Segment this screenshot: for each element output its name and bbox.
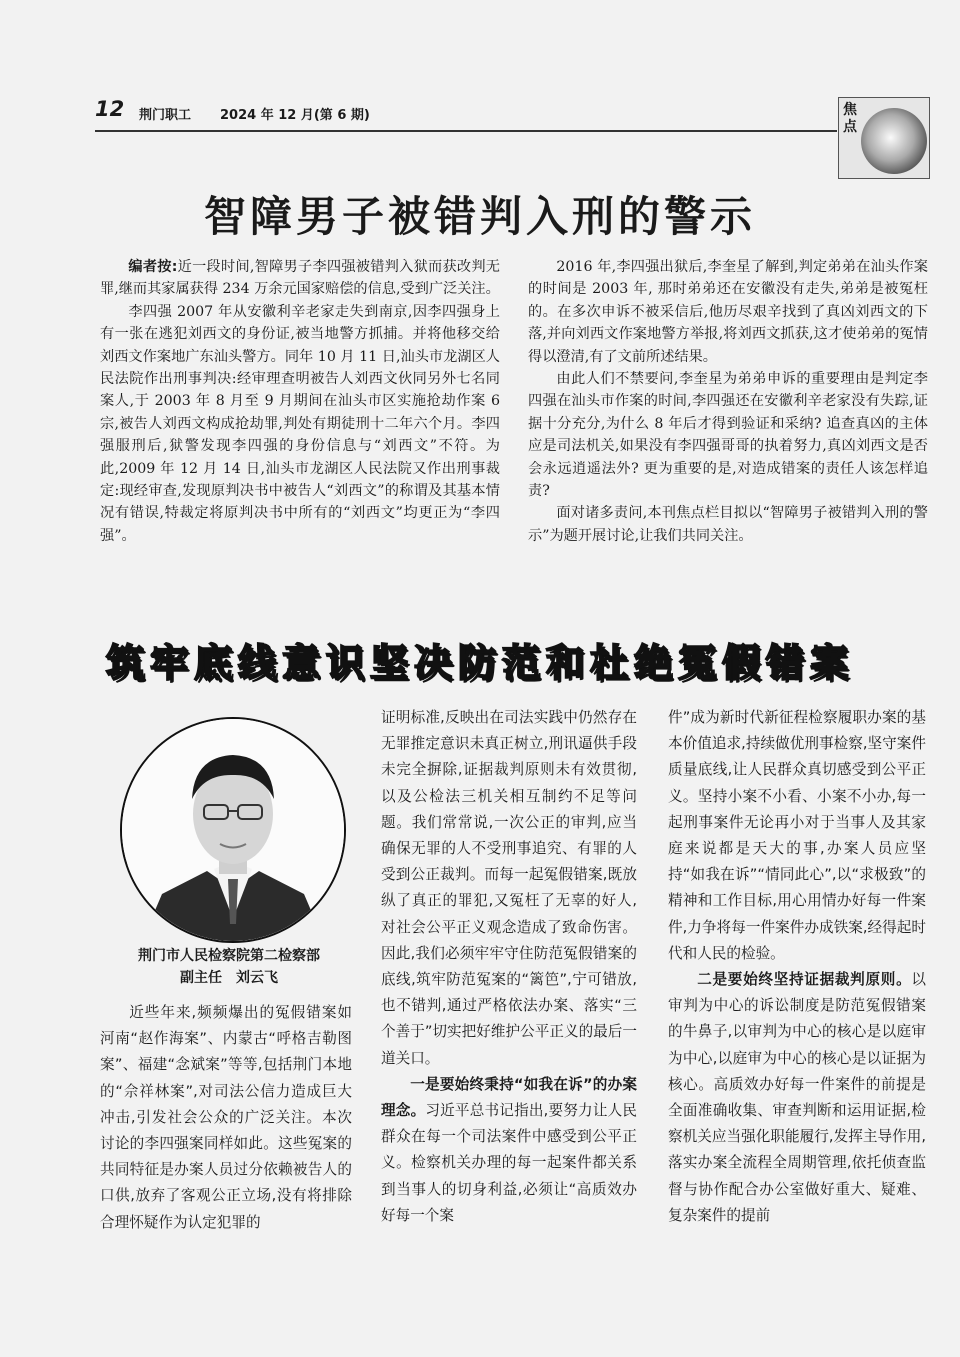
body-column-1 [100, 1000, 352, 1236]
author-affiliation: 荆门市人民检察院第二检察部 [138, 948, 320, 964]
article-title: 智障男子被错判入刑的警示 [203, 192, 756, 241]
publication-name: 荆门职工 [139, 108, 192, 123]
author-photo [120, 717, 346, 943]
body-paragraph: 二是要始终坚持证据裁判原则。以审判为中心的诉讼制度是防范冤假错案的牛鼻子,以审判为中心的核心是以庭审为中心,以庭审为中心的核心是以证据为核心。高质效办好每一件案件的前提是全面准确收集、审查判断和运用证据,检察机关应当强化职能履行,发挥主导作用,落实办案全流程全周期管理,依托侦查监督与协作配合办公室做好重大、疑难、复杂案件的提前 [668, 971, 926, 1224]
body-paragraph-continued: 件”成为新时代新征程检察履职办案的基本价值追求,持续做优刑事检察,坚守案件质量底线,让人民群众真切感受到公平正义。坚持小案不小看、小案不小办,每一起刑事案件无论再小对于当事人及其家庭来说都是天大的事,办案人员应坚持“如我在诉”“情同此心”,以“求极致”的精神和工作目标,用心用情办好每一件案件,力争将每一件案件办成铁案,经得起时代和人民的检验。 [668, 709, 926, 962]
article-title-2: 筑牢底线意识坚决防范和杜绝冤假错案 [105, 640, 854, 685]
editor-note-column-left [100, 256, 500, 547]
editor-note-label: 编者按: [128, 259, 178, 275]
editor-note-column-right [528, 256, 928, 547]
page-number: 12 [95, 97, 125, 121]
header-rule [95, 130, 837, 132]
editor-note-paragraph: 李四强 2007 年从安徽利辛老家走失到南京,因李四强身上有一张在逃犯刘西文的身份证,被当地警方抓捕。并将他移交给刘西文作案地广东汕头警方。同年 10 月 11 日,汕头市龙湖区人民法院作出刑事判决:经审理查明被告人刘西文伙同另外七名同案人,于 2003 年 8 月至 9 月期间在汕头市区实施抢劫作案 6 宗,被告人刘西文构成抢劫罪,判处有期徒刑十二年六个月。李四强服刑后,狱警发现李四强的身份信息与“刘西文”不符。为此,2009 年 12 月 14 日,汕头市龙湖区人民法院又作出刑事裁定:现经审查,发现原判决书中被告人“刘西文”的称谓及其基本情况有错误,特裁定将原判决书中所有的“刘西文”均更正为“李四强”。 [100, 303, 500, 544]
author-portrait-icon [122, 719, 344, 941]
body-paragraph: 一是要始终秉持“如我在诉”的办案理念。习近平总书记指出,要努力让人民群众在每一个司法案件中感受到公平正义。检察机关办理的每一起案件都关系到当事人的切身利益,必须让“高质效办好每一个案 [381, 1075, 637, 1224]
body-column-2 [381, 705, 637, 1229]
issue-date: 2024 年 12 月(第 6 期) [220, 108, 370, 123]
editor-note-paragraph: 由此人们不禁要问,李奎星为弟弟申诉的重要理由是判定李四强在汕头市作案的时间,李四强还在安徽利辛老家没有失踪,证据十分充分,为什么 8 年后才得到验证和采纳? 追查真凶的主体应是司法机关,如果没有李四强哥哥的执着努力,真凶刘西文是否会永远逍遥法外? 更为重要的是,对造成错案的责任人该怎样追责? [528, 371, 928, 500]
section-badge [838, 97, 930, 179]
editor-note-paragraph: 2016 年,李四强出狱后,李奎星了解到,判定弟弟在汕头作案的时间是 2003 年, 那时弟弟还在安徽没有走失,弟弟是被冤枉的。在多次申诉不被采信后,他历尽艰辛找到了真凶刘西文的下落,并向刘西文作案地警方举报,将刘西文抓获,这才使弟弟的冤情得以澄清,有了文前所述结果。 [528, 259, 928, 365]
author-caption [100, 945, 358, 989]
body-paragraph: 近些年来,频频爆出的冤假错案如河南“赵作海案”、内蒙古“呼格吉勒图案”、福建“念斌案”等等,包括荆门本地的“佘祥林案”,对司法公信力造成巨大冲击,引发社会公众的广泛关注。本次讨论的李四强案同样如此。这些冤案的共同特征是办案人员过分依赖被告人的口供,放弃了客观公正立场,没有将排除合理怀疑作为认定犯罪的 [100, 1004, 352, 1231]
section-heading: 一是要始终秉持“如我在诉”的办案理念。 [381, 1075, 637, 1120]
body-column-3 [668, 705, 926, 1229]
globe-icon [861, 108, 927, 174]
author-name: 副主任 刘云飞 [180, 970, 278, 986]
body-paragraph-continued: 证明标准,反映出在司法实践中仍然存在无罪推定意识未真正树立,刑讯逼供手段未完全摒除,证据裁判原则未有效贯彻,以及公检法三机关相互制约不足等问题。我们常常说,一次公正的审判,应当确保无罪的人不受刑事追究、有罪的人受到公正裁判。而每一起冤假错案,既放纵了真正的罪犯,又冤枉了无辜的好人,对社会公平正义观念造成了致命伤害。因此,我们必须牢牢守住防范冤假错案的底线,筑牢防范冤案的“篱笆”,宁可错放,也不错判,通过严格依法办案、落实“三个善于”切实把好维护公平正义的最后一道关口。 [381, 709, 637, 1067]
editor-note-paragraph: 编者按:近一段时间,智障男子李四强被错判入狱而获改判无罪,继而其家属获得 234 万余元国家赔偿的信息,受到广泛关注。 [100, 259, 500, 298]
editor-note-paragraph: 面对诸多责问,本刊焦点栏目拟以“智障男子被错判入刑的警示”为题开展讨论,让我们共同关注。 [528, 505, 928, 544]
section-heading: 二是要始终坚持证据裁判原则。 [697, 971, 912, 989]
section-badge-label: 焦点 [843, 102, 857, 135]
